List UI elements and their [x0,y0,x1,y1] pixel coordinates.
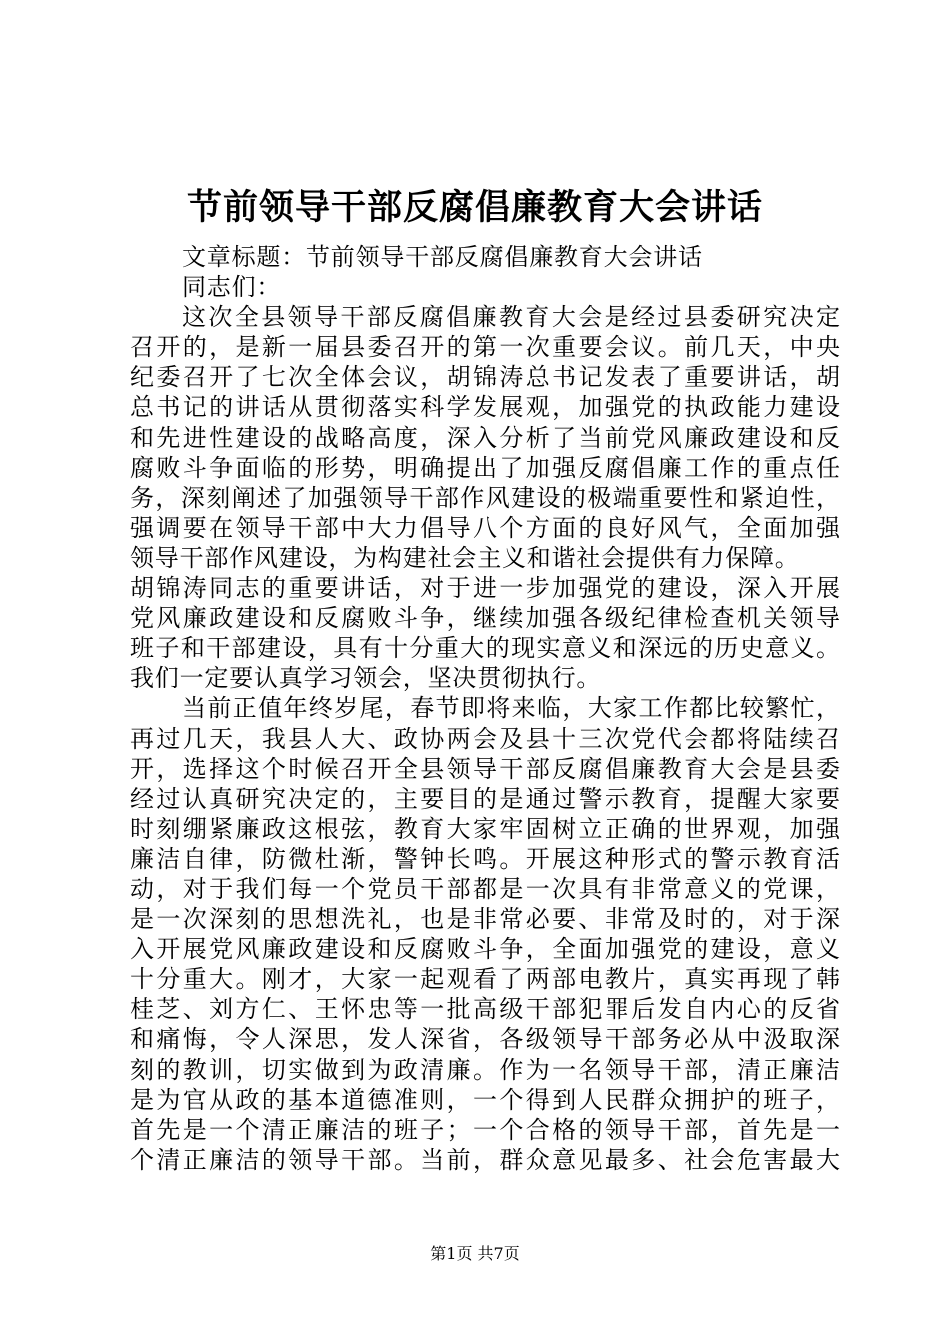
paragraph-line: 当前正值年终岁尾，春节即将来临，大家工作都比较繁忙， [182,694,840,723]
paragraph-line: 是为官从政的基本道德准则，一个得到人民群众拥护的班子， [130,1085,840,1114]
paragraph-line: 个清正廉洁的领导干部。当前，群众意见最多、社会危害最大 [130,1145,840,1174]
page-number-footer: 第1页 共7页 [430,1244,520,1263]
document-body [130,242,840,1175]
paragraph-line: 强调要在领导干部中大力倡导八个方面的良好风气，全面加强 [130,513,840,542]
paragraph-line: 总书记的讲话从贯彻落实科学发展观，加强党的执政能力建设 [130,393,840,422]
paragraph-line: 时刻绷紧廉政这根弦，教育大家牢固树立正确的世界观，加强 [130,814,840,843]
paragraph-line: 首先是一个清正廉洁的班子；一个合格的领导干部，首先是一 [130,1115,840,1144]
paragraph-line: 是一次深刻的思想洗礼，也是非常必要、非常及时的，对于深 [130,905,840,934]
paragraph-line: 和痛悔，令人深思，发人深省，各级领导干部务必从中汲取深 [130,1025,840,1054]
paragraph-line: 腐败斗争面临的形势，明确提出了加强反腐倡廉工作的重点任 [130,453,840,482]
paragraph-line: 廉洁自律，防微杜渐，警钟长鸣。开展这种形式的警示教育活 [130,844,840,873]
paragraph-line: 胡锦涛同志的重要讲话，对于进一步加强党的建设，深入开展 [130,574,840,603]
paragraph-line: 刻的教训，切实做到为政清廉。作为一名领导干部，清正廉洁 [130,1055,840,1084]
paragraph-line: 入开展党风廉政建设和反腐败斗争，全面加强党的建设，意义 [130,935,840,964]
article-title-line: 文章标题：节前领导干部反腐倡廉教育大会讲话 [182,243,703,271]
paragraph-line: 开，选择这个时候召开全县领导干部反腐倡廉教育大会是县委 [130,754,840,783]
paragraph-line: 再过几天，我县人大、政协两会及县十三次党代会都将陆续召 [130,724,840,753]
paragraph-line: 纪委召开了七次全体会议，胡锦涛总书记发表了重要讲话，胡 [130,363,840,392]
paragraph-line: 桂芝、刘方仁、王怀忠等一批高级干部犯罪后发自内心的反省 [130,995,840,1024]
paragraph-line: 班子和干部建设，具有十分重大的现实意义和深远的历史意义。 [130,634,840,663]
paragraph-line: 动，对于我们每一个党员干部都是一次具有非常意义的党课， [130,874,840,903]
salutation-line: 同志们： [182,273,282,302]
paragraph-line: 召开的，是新一届县委召开的第一次重要会议。前几天，中央 [130,333,840,362]
paragraph-line: 十分重大。刚才，大家一起观看了两部电教片，真实再现了韩 [130,965,840,994]
paragraph-line: 务，深刻阐述了加强领导干部作风建设的极端重要性和紧迫性， [130,483,840,512]
paragraph-line: 领导干部作风建设，为构建社会主义和谐社会提供有力保障。 [130,543,800,572]
page-title: 节前领导干部反腐倡廉教育大会讲话 [186,187,763,228]
paragraph-line: 这次全县领导干部反腐倡廉教育大会是经过县委研究决定 [182,303,840,332]
paragraph-line: 经过认真研究决定的，主要目的是通过警示教育，提醒大家要 [130,784,840,813]
paragraph-line: 我们一定要认真学习领会，坚决贯彻执行。 [130,664,602,693]
paragraph-line: 党风廉政建设和反腐败斗争，继续加强各级纪律检查机关领导 [130,604,840,633]
paragraph-line: 和先进性建设的战略高度，深入分析了当前党风廉政建设和反 [130,423,840,452]
